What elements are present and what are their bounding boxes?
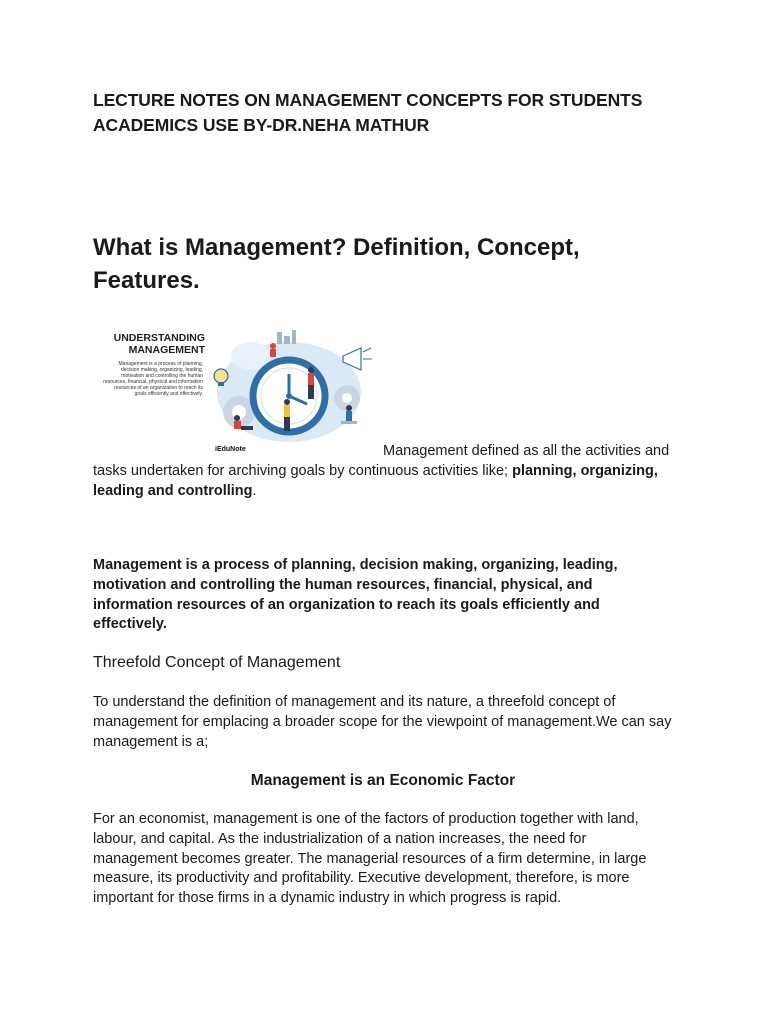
- intro-end: .: [252, 482, 257, 499]
- definition-paragraph: Management is a process of planning, decision making, organizing, leading, motivation and controlling the human resources, financial, physical, and information resources of an organization to reach its goals efficiently and effectively.: [93, 557, 618, 633]
- document-title: LECTURE NOTES ON MANAGEMENT CONCEPTS FOR STUDENTS ACADEMICS USE BY-DR.NEHA MATHUR: [93, 90, 643, 135]
- main-heading: What is Management? Definition, Concept, Features.: [93, 234, 580, 294]
- figure-brand-logo: iEduNote: [215, 446, 246, 453]
- figure-title: UNDERSTANDING MANAGEMENT: [113, 332, 205, 356]
- figure-description: Management is a process of planning, decision making, organizing, leading, motivation and controlling the human resources, financial, physical and information resources of an organization to reach its goals efficiently and effectively.: [103, 361, 203, 398]
- economic-factor-paragraph: For an economist, management is one of the factors of production together with land, labour, and capital. As the industrialization of a nation increases, the need for management becomes greater. The managerial resources of a firm determine, in large measure, its productivity and profitability. Executive development, therefore, is more important for those firms in a dynamic industry in which progress is rapid.: [93, 811, 647, 907]
- management-clock-illustration: [211, 326, 381, 446]
- person-figure: [270, 343, 276, 357]
- intro-bold-activities: planning, organizing, leading and controlling: [93, 462, 658, 499]
- intro-text: Management defined as all the activities and tasks undertaken for archiving goals by continuous activities like;: [93, 443, 670, 479]
- threefold-heading: Threefold Concept of Management: [93, 654, 341, 671]
- threefold-paragraph: To understand the definition of management and its nature, a threefold concept of management for emplacing a broader scope for the viewpoint of management.We can say management is a;: [93, 694, 672, 750]
- economic-factor-heading: Management is an Economic Factor: [250, 772, 516, 789]
- intro-paragraph: [93, 442, 673, 501]
- understanding-management-figure: [93, 326, 381, 458]
